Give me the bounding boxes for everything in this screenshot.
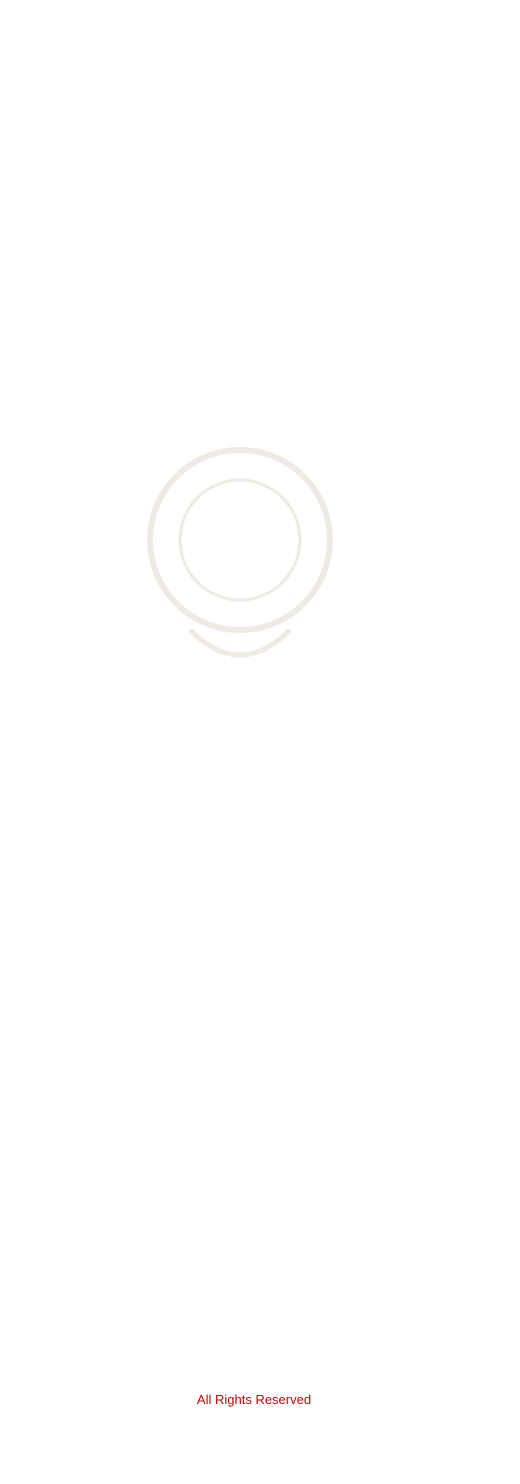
paragraph-7 (10, 1248, 510, 1378)
article-headline (10, 6, 510, 36)
article-subheadline (10, 38, 510, 62)
highlight-callout-1 (10, 412, 510, 468)
paragraph-4 (10, 788, 510, 944)
page-footer (0, 1392, 520, 1408)
paragraph-5 (10, 946, 510, 1076)
footer-rights: All Rights Reserved (196, 1392, 312, 1407)
paragraph-2 (10, 252, 510, 408)
highlight-callout-2 (10, 1186, 510, 1242)
paragraph-3 (10, 474, 510, 786)
paragraph-1 (10, 68, 510, 250)
paragraph-6 (10, 1078, 510, 1182)
